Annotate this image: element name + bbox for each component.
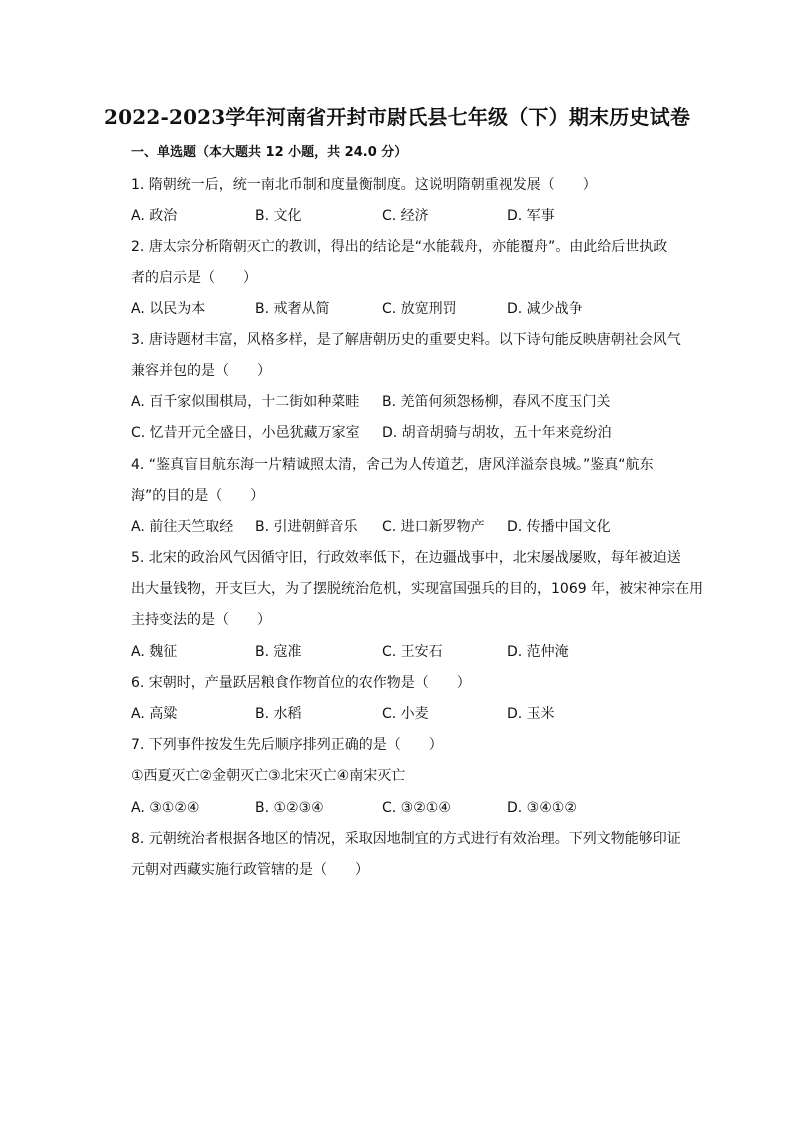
question-3-stem-line-1: 3. 唐诗题材丰富，风格多样，是了解唐朝历史的重要史料。以下诗句能反映唐朝社会风气 — [131, 332, 681, 348]
option-c: C. 忆昔开元全盛日，小邑犹藏万家室 — [131, 425, 360, 441]
option-c: C. 王安石 — [382, 644, 443, 660]
question-8-stem-line-2: 元朝对西藏实施行政管辖的是（ ） — [131, 862, 369, 878]
option-a: A. 魏征 — [131, 644, 178, 660]
option-b: B. 羌笛何须怨杨柳，春风不度玉门关 — [382, 394, 611, 410]
option-a: A. 政治 — [131, 208, 178, 224]
question-2-options — [131, 299, 693, 319]
question-8-stem-line-1: 8. 元朝统治者根据各地区的情况，采取因地制宜的方式进行有效治理。下列文物能够印证 — [131, 831, 681, 847]
question-7-stem-line-2: ①西夏灭亡②金朝灭亡③北宋灭亡④南宋灭亡 — [131, 768, 406, 784]
option-b: B. 引进朝鲜音乐 — [255, 519, 358, 535]
option-c: C. 进口新罗物产 — [382, 519, 485, 535]
question-5-stem-line-1: 5. 北宋的政治风气因循守旧，行政效率低下，在边疆战事中，北宋屡战屡败，每年被迫送 — [131, 550, 681, 566]
question-4-stem-line-2: 海”的目的是（ ） — [131, 488, 265, 504]
option-b: B. 文化 — [255, 208, 302, 224]
option-c: C. 放宽刑罚 — [382, 301, 457, 317]
option-b: B. 寇准 — [255, 644, 302, 660]
option-a: A. 前往天竺取经 — [131, 519, 234, 535]
option-d: D. 军事 — [507, 208, 555, 224]
question-5-stem-line-2: 出大量钱物，开支巨大，为了摆脱统治危机，实现富国强兵的目的，1069 年，被宋神宗在用 — [131, 581, 704, 597]
option-d: D. 胡音胡骑与胡妆，五十年来竞纷泊 — [382, 425, 612, 441]
question-7-stem-line-1: 7. 下列事件按发生先后顺序排列正确的是（ ） — [131, 737, 443, 753]
option-a: A. 百千家似围棋局，十二街如种菜畦 — [131, 394, 360, 410]
question-5-options — [131, 642, 693, 662]
question-4-stem-line-1: 4. “鉴真盲目航东海一片精诚照太清，舍己为人传道艺，唐风洋溢奈良城。”鉴真“航东 — [131, 457, 654, 473]
option-c: C. 经济 — [382, 208, 429, 224]
option-b: B. ①②③④ — [255, 800, 324, 816]
option-d: D. ③④①② — [507, 800, 577, 816]
question-3-stem-line-2: 兼容并包的是（ ） — [131, 363, 271, 379]
option-d: D. 玉米 — [507, 706, 555, 722]
question-6-stem: 6. 宋朝时，产量跃居粮食作物首位的农作物是（ ） — [131, 675, 471, 691]
exam-title: 2022-2023学年河南省开封市尉氏县七年级（下）期末历史试卷 — [103, 105, 691, 129]
option-d: D. 减少战争 — [507, 301, 583, 317]
option-b: B. 水稻 — [255, 706, 302, 722]
option-c: C. 小麦 — [382, 706, 429, 722]
question-2-stem-line-2: 者的启示是（ ） — [131, 270, 257, 286]
question-1-options — [131, 206, 693, 226]
section-heading: 一、单选题（本大题共 12 小题，共 24.0 分） — [131, 145, 408, 160]
question-3-options-row-2 — [131, 423, 693, 443]
question-4-options — [131, 517, 693, 537]
question-6-options — [131, 704, 693, 724]
option-d: D. 范仲淹 — [507, 644, 569, 660]
option-a: A. ③①②④ — [131, 800, 200, 816]
question-1-stem: 1. 隋朝统一后，统一南北币制和度量衡制度。这说明隋朝重视发展（ ） — [131, 177, 597, 193]
option-b: B. 戒奢从简 — [255, 301, 330, 317]
question-5-stem-line-3: 主持变法的是（ ） — [131, 612, 271, 628]
question-3-options-row-1 — [131, 392, 693, 412]
question-7-options — [131, 798, 693, 818]
option-a: A. 高粱 — [131, 706, 178, 722]
question-2-stem-line-1: 2. 唐太宗分析隋朝灭亡的教训，得出的结论是“水能载舟，亦能覆舟”。由此给后世执政 — [131, 239, 668, 255]
option-a: A. 以民为本 — [131, 301, 206, 317]
option-d: D. 传播中国文化 — [507, 519, 611, 535]
option-c: C. ③②①④ — [382, 800, 451, 816]
